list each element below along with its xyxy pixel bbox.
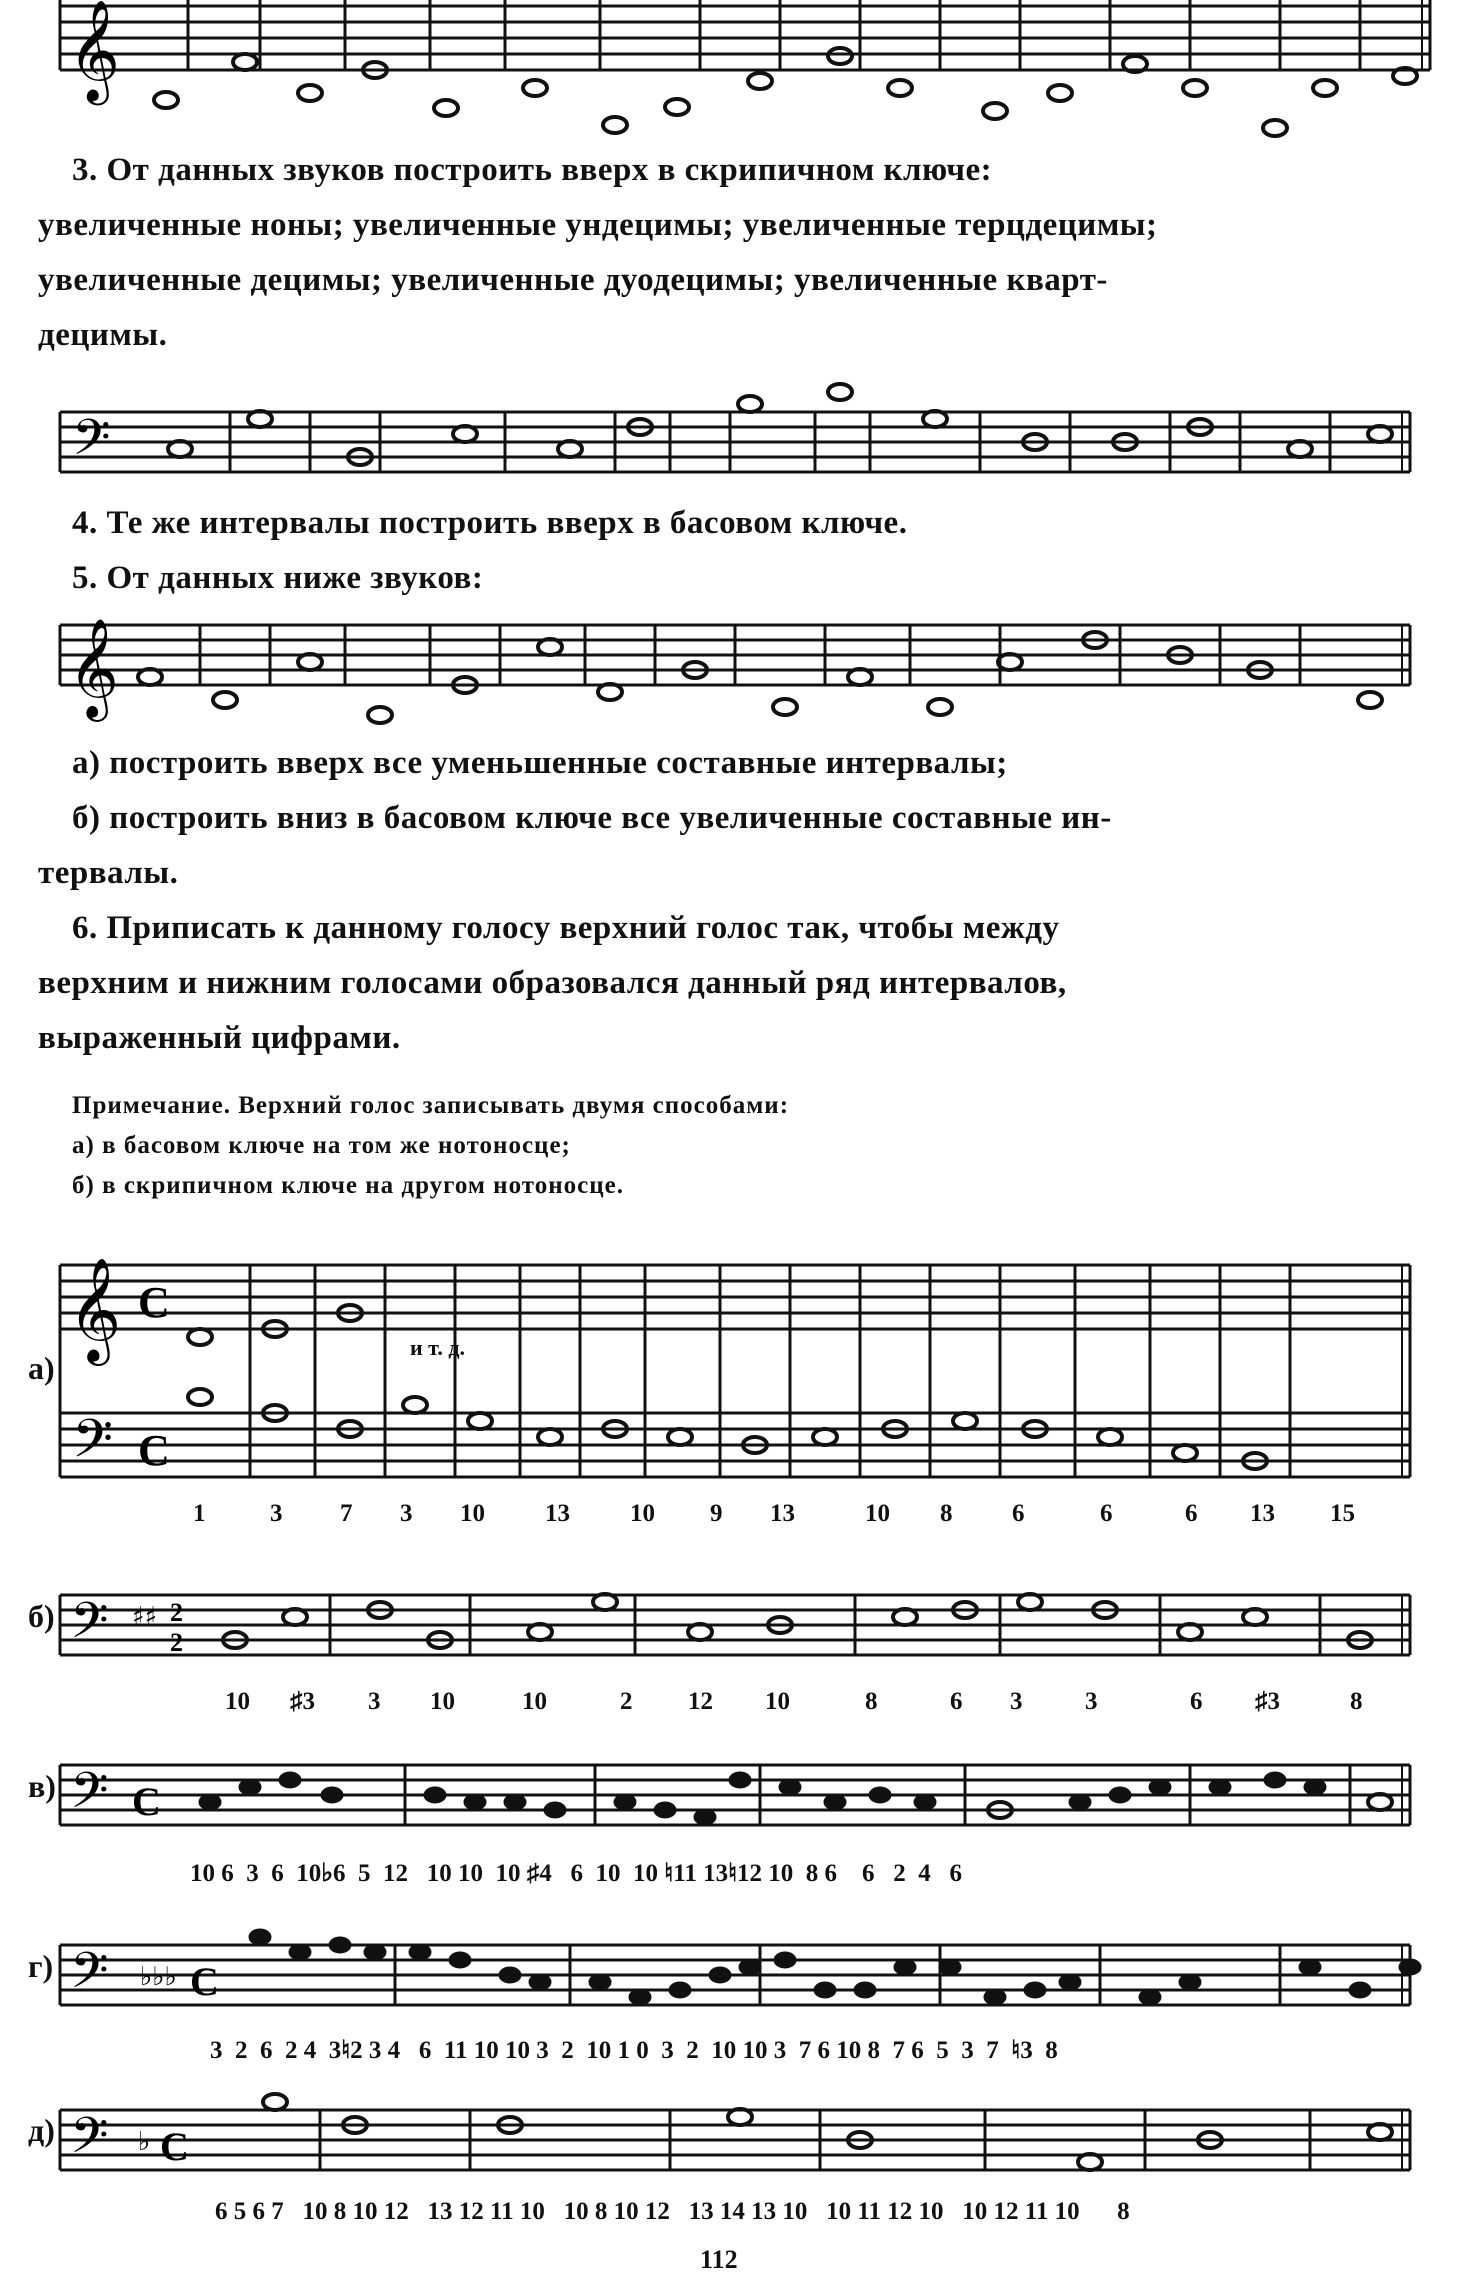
- example-b-figure: 10: [765, 1688, 790, 1715]
- example-a-label: а): [28, 1350, 55, 1386]
- example-b-figure: 6: [950, 1688, 963, 1715]
- common-time-icon: C: [160, 2124, 189, 2169]
- bass-clef-icon: 𝄢: [70, 1762, 109, 1832]
- example-b-figure: 8: [865, 1688, 878, 1715]
- exercise3-line1: 3. От данных звуков построить вверх в скрипичном ключе:: [72, 152, 993, 188]
- example-b-figure: 8: [1350, 1688, 1363, 1715]
- example-b-figure: 2: [620, 1688, 633, 1715]
- example-a-figure: 13: [1250, 1500, 1275, 1527]
- example-a-figure: 7: [340, 1500, 353, 1527]
- example-b-figure: 12: [688, 1688, 713, 1715]
- common-time-icon: C: [138, 1426, 170, 1475]
- example-a-figure: 1: [193, 1500, 206, 1527]
- example-b-figure: 10: [225, 1688, 250, 1715]
- exercise3-line4: децимы.: [38, 317, 168, 353]
- exercise5-text: 5. От данных ниже звуков:: [72, 560, 484, 596]
- remark-line3: б) в скрипичном ключе на другом нотоносце.: [72, 1172, 624, 1199]
- key-signature-flats-icon: ♭♭♭: [140, 1962, 177, 1992]
- notes: [154, 48, 1417, 136]
- common-time-icon: C: [190, 1959, 219, 2004]
- remark-line1: Примечание. Верхний голос записывать двумя способами:: [72, 1092, 790, 1119]
- example-a-etc: и т. д.: [410, 1335, 465, 1360]
- example-d-bass-staff: [60, 2100, 1420, 2190]
- exercise4-text: 4. Те же интервалы построить вверх в басовом ключе.: [72, 505, 908, 541]
- example-v-label: в): [28, 1768, 56, 1804]
- example-a-grand-staff: [60, 1245, 1420, 1505]
- common-time-icon: C: [132, 1779, 161, 1824]
- example-a-figure: 3: [270, 1500, 283, 1527]
- example-a-figure: 13: [545, 1500, 570, 1527]
- exercise6-line2: верхним и нижним голосами образовался данный ряд интервалов,: [38, 965, 1067, 1001]
- staff-exercise2-treble: [60, 0, 1440, 120]
- example-g-figures: 3 2 6 2 4 3♮2 3 4 6 11 10 10 3 2 10 1 0 3 2 10 10 3 7 6 10 8 7 6 5 3 7 ♮3 8: [210, 2037, 1058, 2064]
- example-a-figure: 6: [1100, 1500, 1113, 1527]
- example-b-figure: 3: [368, 1688, 381, 1715]
- example-a-figure: 13: [770, 1500, 795, 1527]
- example-b-figure: ♯3: [1255, 1688, 1280, 1715]
- common-time-icon: C: [138, 1278, 170, 1327]
- exercise6-line3: выраженный цифрами.: [38, 1020, 401, 1056]
- example-a-figure: 10: [460, 1500, 485, 1527]
- staff-exercise3-bass: [60, 402, 1420, 502]
- bass-clef-icon: 𝄢: [72, 1409, 114, 1483]
- bass-clef-icon: 𝄢: [70, 1942, 109, 2012]
- example-b-figure: 6: [1190, 1688, 1203, 1715]
- example-d-label: д): [28, 2112, 55, 2148]
- treble-clef-icon: 𝄞: [68, 618, 119, 718]
- exercise3-line2: увеличенные ноны; увеличенные ундецимы; увеличенные терцдецимы;: [38, 207, 1158, 243]
- remark-line2: а) в басовом ключе на том же нотоносце;: [72, 1132, 571, 1159]
- exercise6-line1: 6. Приписать к данному голосу верхний голос так, чтобы между: [72, 910, 1060, 946]
- example-v-bass-staff: [60, 1755, 1420, 1845]
- exercise5-b2: тервалы.: [38, 855, 179, 891]
- example-b-figure: 10: [430, 1688, 455, 1715]
- example-d-figures: 6 5 6 7 10 8 10 12 13 12 11 10 10 8 10 12 13 14 13 10 10 11 12 10 10 12 11 10 8: [215, 2198, 1130, 2225]
- staff-lines: [60, 0, 1430, 70]
- key-signature-sharps-icon: ♯♯: [132, 1602, 158, 1632]
- time-signature-icon: 2: [170, 1628, 183, 1657]
- exercise3-line3: увеличенные децимы; увеличенные дуодецимы; увеличенные кварт-: [38, 262, 1108, 298]
- example-a-figure: 8: [940, 1500, 953, 1527]
- treble-clef-icon: 𝄞: [68, 1257, 122, 1362]
- example-a-figure: 9: [710, 1500, 723, 1527]
- example-b-bass-staff: [60, 1585, 1420, 1675]
- example-b-figure: ♯3: [290, 1688, 315, 1715]
- bass-clef-icon: 𝄢: [70, 1592, 109, 1662]
- example-b-figure: 3: [1010, 1688, 1023, 1715]
- bar-lines: [188, 0, 1360, 70]
- example-a-figure: 6: [1185, 1500, 1198, 1527]
- example-a-figure: 10: [630, 1500, 655, 1527]
- treble-clef-icon: 𝄞: [68, 0, 121, 101]
- exercise5-b1: б) построить вниз в басовом ключе все увеличенные составные ин-: [72, 800, 1112, 836]
- example-a-figure: 6: [1012, 1500, 1025, 1527]
- example-b-label: б): [28, 1598, 55, 1634]
- example-g-label: г): [28, 1948, 54, 1984]
- example-a-figure: 10: [865, 1500, 890, 1527]
- page-number: 112: [700, 2245, 738, 2274]
- example-b-figure: 10: [522, 1688, 547, 1715]
- exercise5-a: а) построить вверх все уменьшенные составные интервалы;: [72, 745, 1008, 781]
- example-a-figure: 15: [1330, 1500, 1355, 1527]
- example-v-figures: 10 6 3 6 10♭6 5 12 10 10 10 ♯4 6 10 10 ♮11 13♮12 10 8 6 6 2 4 6: [190, 1860, 963, 1887]
- bass-clef-icon: 𝄢: [70, 2107, 109, 2177]
- key-signature-flat-icon: ♭: [138, 2127, 151, 2157]
- example-g-bass-staff: [60, 1935, 1420, 2025]
- bass-clef-icon: 𝄢: [72, 409, 111, 479]
- example-b-figure: 3: [1085, 1688, 1098, 1715]
- example-a-figure: 3: [400, 1500, 413, 1527]
- staff-exercise5-treble: [60, 615, 1420, 735]
- time-signature-icon: 2: [170, 1598, 183, 1627]
